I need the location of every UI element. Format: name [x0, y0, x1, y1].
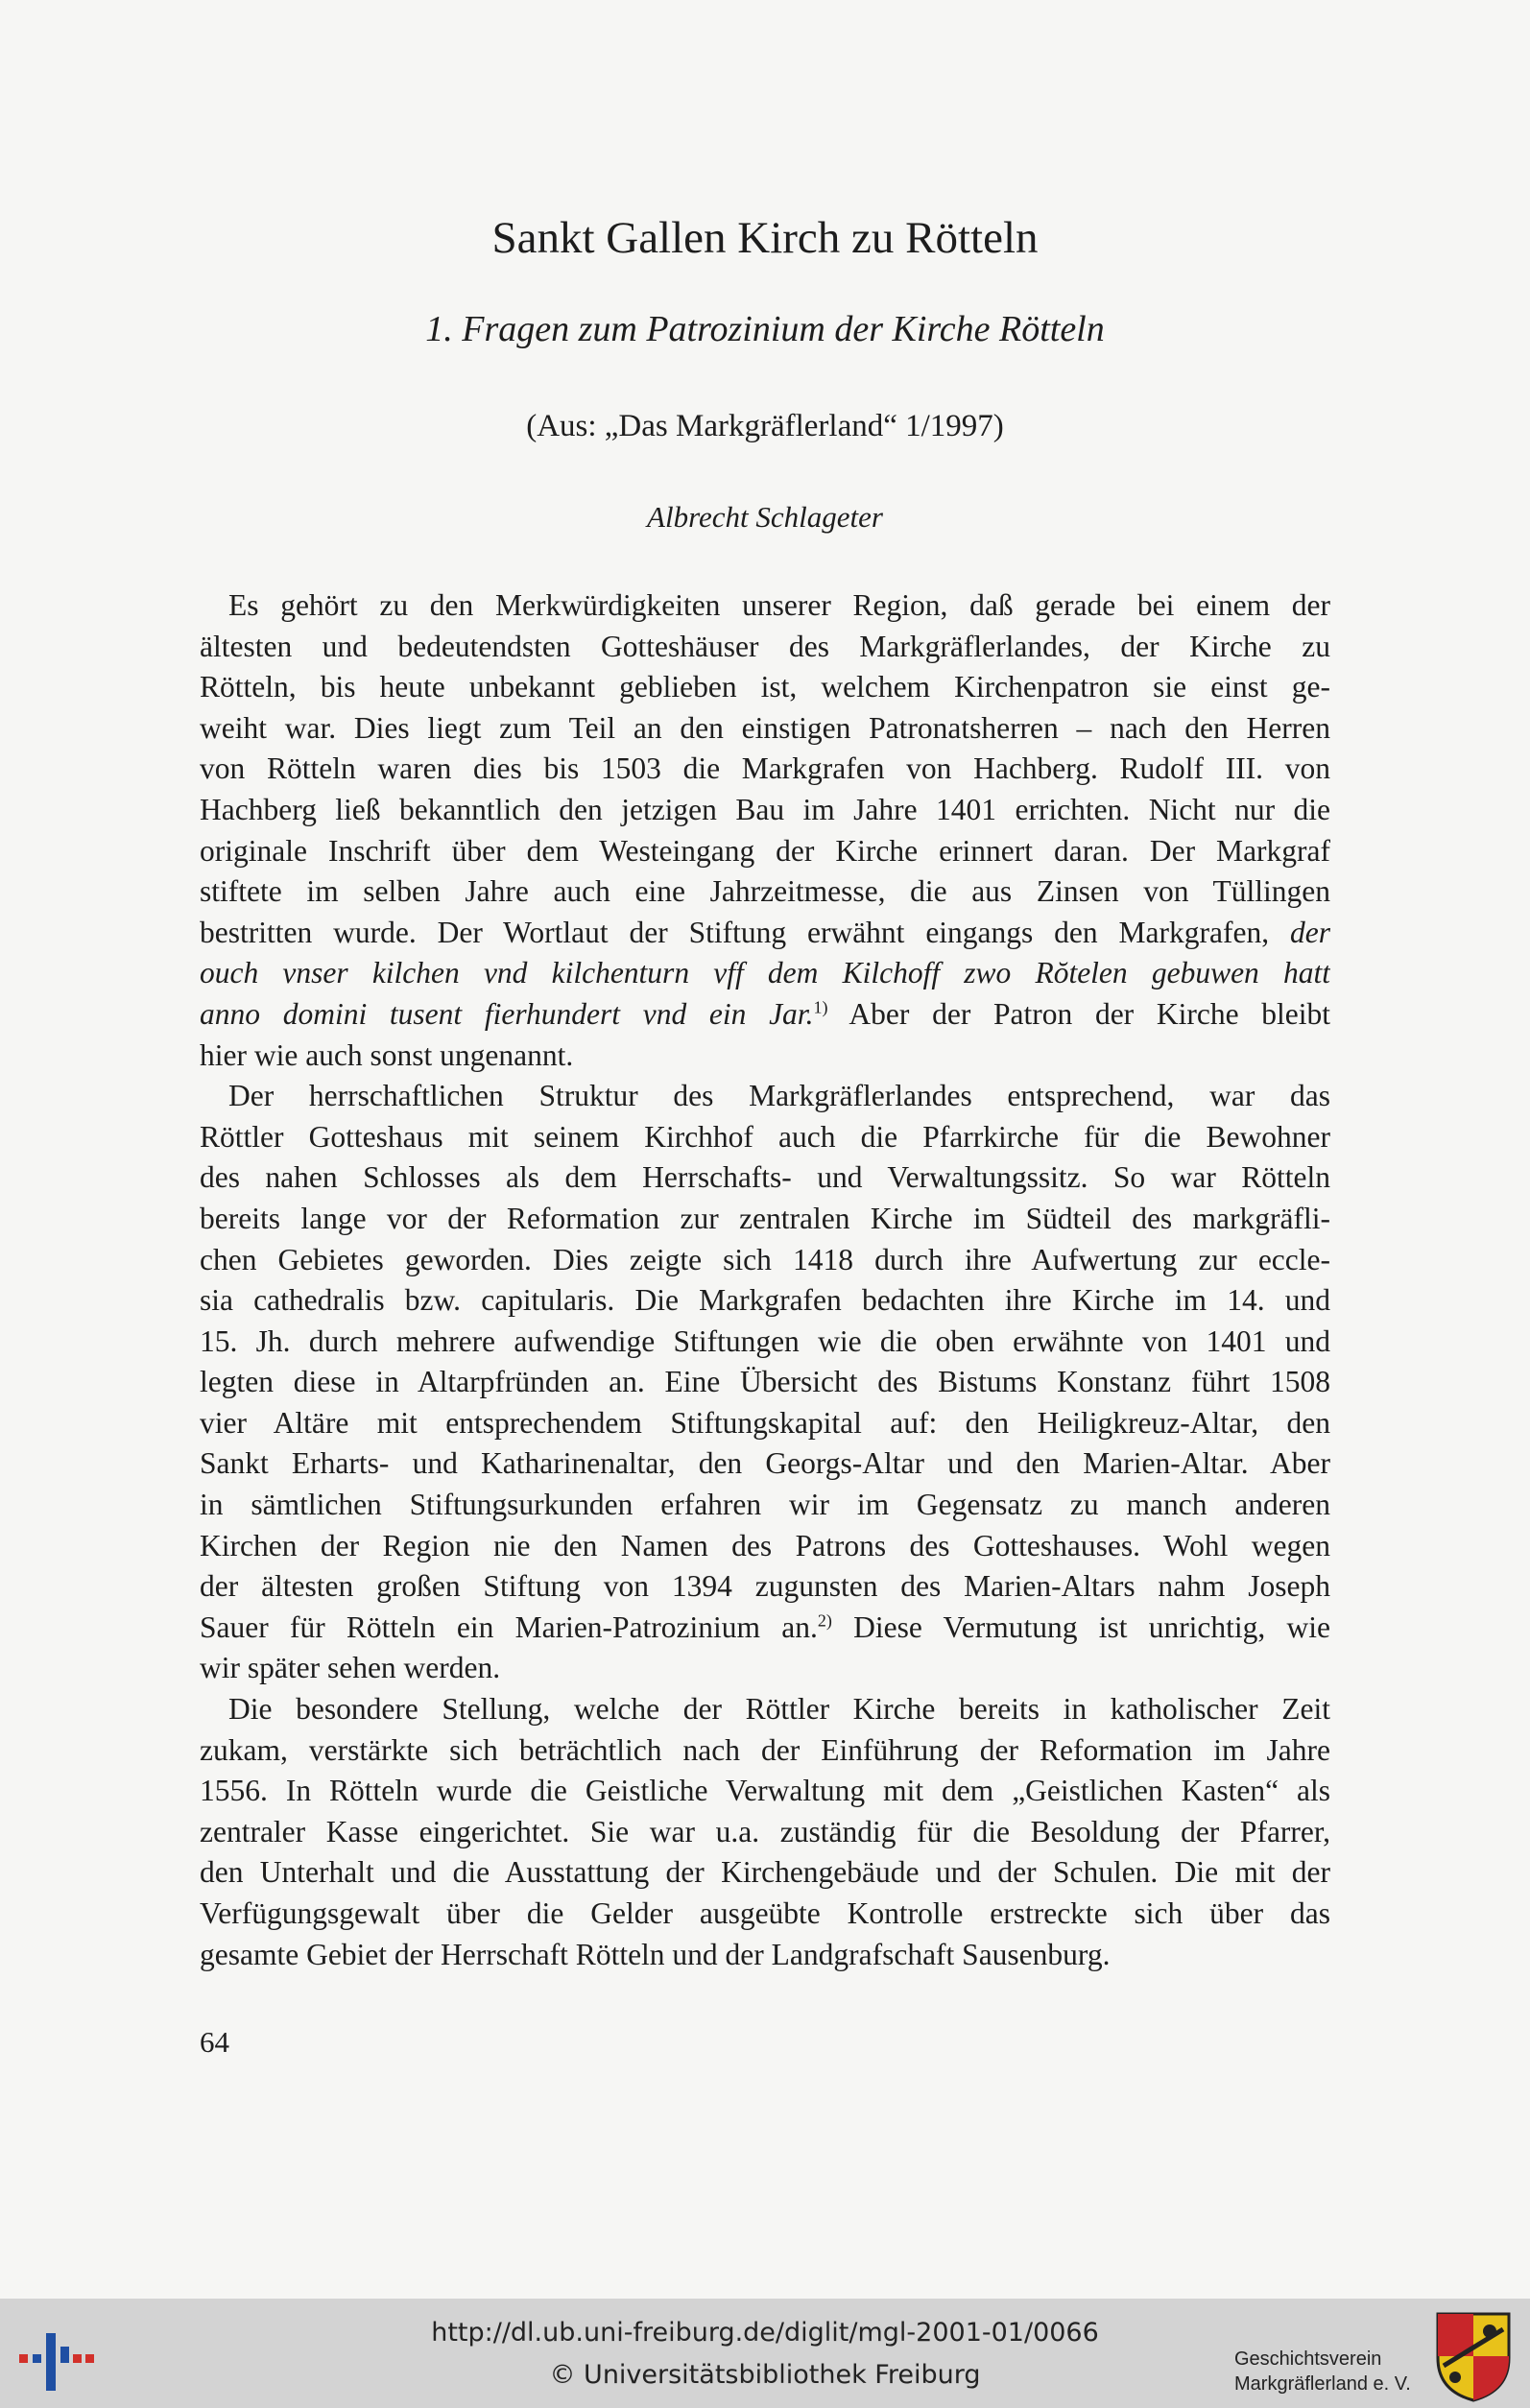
footer-bar [0, 2299, 1530, 2408]
coat-of-arms-icon [1434, 2310, 1513, 2402]
text-segment: Aber der Patron der Kirche bleibt [849, 996, 1330, 1031]
text-line: originale Inschrift über dem Westeingang der Kirche erinnert daran. Der Markgraf [200, 833, 1330, 868]
text-line: Sankt Erharts- und Katharinenaltar, den Georgs-Altar und den Marien-Altar. Aber [200, 1446, 1330, 1481]
text-line: weiht war. Dies liegt zum Teil an den einstigen Patronatsherren – nach den Herren [200, 710, 1330, 745]
text-line: Rötteln, bis heute unbekannt geblieben ist, welchem Kirchenpatron sie einst ge- [200, 670, 1330, 704]
quote-line: ouch vnser kilchen vnd kilchenturn vff dem Kilchoff zwo Rŏtelen gebuwen hatt [200, 956, 1330, 990]
copyright-notice: © Universitätsbibliothek Freiburg [549, 2360, 981, 2390]
text-line: Der herrschaftlichen Struktur des Markgräflerlandes entsprechend, war das [228, 1079, 1330, 1113]
text-line: wir später sehen werden. [200, 1651, 501, 1685]
quote-segment: anno domini tusent fierhundert vnd ein Jar. [200, 996, 814, 1031]
text-line: Die besondere Stellung, welche der Röttler Kirche bereits in katholischer Zeit [228, 1692, 1330, 1727]
page-number: 64 [200, 2025, 229, 2059]
text-line: sia cathedralis bzw. capitularis. Die Markgrafen bedachten ihre Kirche im 14. und [200, 1283, 1330, 1318]
society-name [1234, 2347, 1411, 2396]
source-citation: (Aus: „Das Markgräflerland“ 1/1997) [526, 409, 1004, 443]
document-url[interactable]: http://dl.ub.uni-freiburg.de/diglit/mgl-2001-01/0066 [431, 2318, 1099, 2348]
text-line: hier wie auch sonst ungenannt. [200, 1037, 574, 1072]
article-body [200, 585, 1330, 1975]
footnote-ref: 2) [817, 1610, 832, 1631]
text-line: Es gehört zu den Merkwürdigkeiten unserer Region, daß gerade bei einem der [228, 588, 1330, 622]
text-segment: Diese Vermutung ist unrichtig, wie [853, 1609, 1330, 1644]
text-line: ältesten und bedeutendsten Gotteshäuser des Markgräflerlandes, der Kirche zu [200, 629, 1330, 663]
article-title: Sankt Gallen Kirch zu Rötteln [491, 213, 1039, 263]
text-line: den Unterhalt und die Ausstattung der Kirchengebäude und der Schulen. Die mit der [200, 1855, 1330, 1890]
text-line: 15. Jh. durch mehrere aufwendige Stiftungen wie die oben erwähnte von 1401 und [200, 1323, 1330, 1358]
text-line: Kirchen der Region nie den Namen des Patrons des Gotteshauses. Wohl wegen [200, 1528, 1330, 1562]
text-line: bereits lange vor der Reformation zur zentralen Kirche im Südteil des markgräfli- [200, 1201, 1330, 1235]
footnote-ref: 1) [813, 997, 828, 1017]
text-line: gesamte Gebiet der Herrschaft Rötteln und der Landgrafschaft Sausenburg. [200, 1937, 1111, 1971]
text-line: in sämtlichen Stiftungsurkunden erfahren wir im Gegensatz zu manch anderen [200, 1488, 1330, 1522]
text-line: 1556. In Rötteln wurde die Geistliche Verwaltung mit dem „Geistlichen Kasten“ als [200, 1774, 1330, 1808]
text-segment: bestritten wurde. Der Wortlaut der Stiftung erwähnt eingangs den Markgrafen, [200, 915, 1270, 949]
author-name: Albrecht Schlageter [647, 500, 883, 534]
text-line: Röttler Gotteshaus mit seinem Kirchhof auch die Pfarrkirche für die Bewohner [200, 1119, 1330, 1154]
text-line: vier Altäre mit entsprechendem Stiftungskapital auf: den Heiligkreuz-Altar, den [200, 1405, 1330, 1440]
text-line: stiftete im selben Jahre auch eine Jahrzeitmesse, die aus Zinsen von Tüllingen [200, 874, 1330, 909]
text-line: chen Gebietes geworden. Dies zeigte sich 1418 durch ihre Aufwertung zur eccle- [200, 1242, 1330, 1276]
text-line: legten diese in Altarpfründen an. Eine Übersicht des Bistums Konstanz führt 1508 [200, 1365, 1330, 1399]
society-line: Markgräflerland e. V. [1234, 2373, 1411, 2395]
text-line [200, 994, 1330, 1036]
text-line [200, 913, 1330, 954]
text-line: von Rötteln waren dies bis 1503 die Markgrafen von Hachberg. Rudolf III. von [200, 751, 1330, 786]
article-subtitle: 1. Fragen zum Patrozinium der Kirche Rötteln [425, 309, 1105, 349]
society-line: Geschichtsverein [1234, 2348, 1382, 2370]
text-line: des nahen Schlosses als dem Herrschafts- und Verwaltungssitz. So war Rötteln [200, 1160, 1330, 1195]
text-line: Hachberg ließ bekanntlich den jetzigen Bau im Jahre 1401 errichten. Nicht nur die [200, 792, 1330, 826]
text-segment: Sauer für Rötteln ein Marien-Patrozinium an. [200, 1609, 818, 1644]
text-line: zukam, verstärkte sich beträchtlich nach der Einführung der Reformation im Jahre [200, 1732, 1330, 1767]
text-line: der ältesten großen Stiftung von 1394 zugunsten des Marien-Altars nahm Joseph [200, 1569, 1330, 1604]
text-line: zentraler Kasse eingerichtet. Sie war u.a. zuständig für die Besoldung der Pfarrer, [200, 1814, 1330, 1848]
text-line: Verfügungsgewalt über die Gelder ausgeübte Kontrolle erstreckte sich über das [200, 1896, 1330, 1930]
quote-segment: der [1290, 915, 1330, 949]
text-line [200, 1608, 1330, 1649]
